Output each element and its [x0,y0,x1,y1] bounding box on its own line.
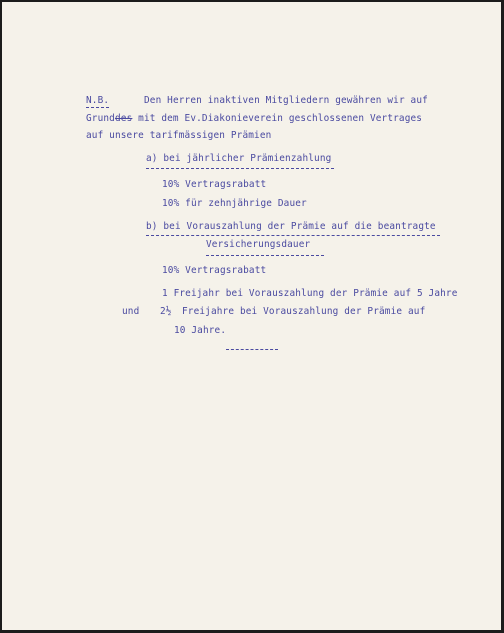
section-a-underline [146,168,334,169]
closing-dashes [226,349,278,350]
line-12: 10 Jahre. [174,325,227,336]
fraction: 2½ [160,306,172,317]
line-2 [86,113,422,124]
struck-word: des [114,113,133,124]
line-5: 10% Vertragsrabatt [162,179,267,190]
document-page [2,2,501,630]
section-b-heading: b) bei Vorauszahlung der Prämie auf die beantragte [146,221,436,232]
line-8: Versicherungsdauer [206,239,311,250]
section-a-heading: a) bei jährlicher Prämienzahlung [146,153,332,164]
section-b-underline-2 [206,255,324,256]
line-2-end: mit dem Ev.Diakonieverein geschlossenen Vertrages [138,113,423,124]
nb-label: N.B. [86,95,110,106]
line-11: Freijahre bei Vorauszahlung der Prämie auf [182,306,426,317]
section-b-underline-1 [146,235,440,236]
line-3: auf unsere tarifmässigen Prämien [86,130,272,141]
line-1: Den Herren inaktiven Mitgliedern gewähren wir auf [144,95,428,106]
line-2-start: Grund [86,113,115,124]
und-word: und [122,306,140,317]
line-9: 10% Vertragsrabatt [162,265,267,276]
line-10: 1 Freijahr bei Vorauszahlung der Prämie auf 5 Jahre [162,288,458,299]
line-6: 10% für zehnjährige Dauer [162,198,307,209]
